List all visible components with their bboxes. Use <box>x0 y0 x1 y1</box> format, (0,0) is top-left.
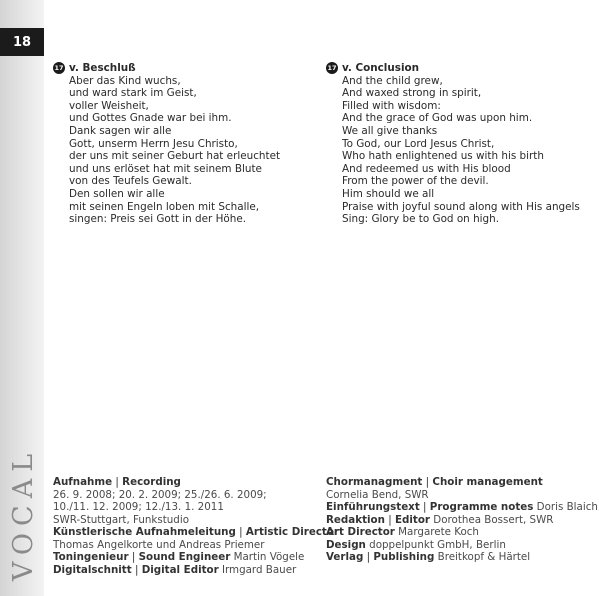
verse-line: And the grace of God was upon him. <box>342 112 533 125</box>
separator: | <box>115 476 119 488</box>
separator: | <box>388 513 392 526</box>
track-number-badge: 17 <box>326 62 338 74</box>
english-title: v. Conclusion <box>342 62 420 74</box>
credit-value: Doris Blaich <box>536 501 598 513</box>
verse-line: Filled with wisdom: <box>342 99 441 112</box>
separator: | <box>134 563 139 576</box>
verse-line: von des Teufels Gewalt. <box>69 175 192 188</box>
credit-notes <box>326 501 598 514</box>
side-label-vocal: VOCAL <box>8 446 39 582</box>
german-text-column <box>53 62 318 226</box>
credit-value: Irmgard Bauer <box>221 563 297 576</box>
verse-line: And waxed strong in spirit, <box>342 87 482 100</box>
verse-line: Who hath enlightened us with his birth <box>342 150 544 163</box>
credit-value: Martin Vögele <box>233 551 305 563</box>
credit-label: Choir management <box>432 476 543 488</box>
credit-art-director <box>326 526 594 539</box>
verse-line: Him should we all <box>342 187 435 200</box>
credits-right <box>326 476 598 564</box>
german-heading <box>53 62 318 75</box>
credit-label: Digitalschnitt <box>53 563 132 576</box>
german-title: v. Beschluß <box>69 62 136 74</box>
credit-value: Margarete Koch <box>398 526 479 538</box>
credit-label: Recording <box>122 476 181 488</box>
credit-label: Toningenieur <box>53 551 129 563</box>
verse-line: singen: Preis sei Gott in der Höhe. <box>69 213 247 226</box>
credit-label: Editor <box>394 513 430 526</box>
verse-line: Aber das Kind wuchs, <box>69 74 181 87</box>
verse-line: Den sollen wir alle <box>69 187 165 200</box>
credit-label: Redaktion <box>326 513 385 526</box>
separator: | <box>423 501 427 513</box>
credit-publishing <box>326 551 594 564</box>
credit-recording-heading <box>53 476 323 489</box>
credit-label: Einführungstext <box>326 501 420 513</box>
credit-label: Programme notes <box>429 501 534 513</box>
credit-label: Art Director <box>326 526 395 538</box>
credit-label: Publishing <box>373 551 435 563</box>
credit-value: Breitkopf & Härtel <box>437 551 531 563</box>
credit-label: Design <box>326 538 366 551</box>
credit-dates: 26. 9. 2008; 20. 2. 2009; 25./26. 6. 2009; <box>53 488 267 501</box>
verse-line: der uns mit seiner Geburt hat erleuchtet <box>69 150 281 163</box>
credit-label: Artistic Director <box>245 526 340 538</box>
credit-value: Dorothea Bossert, SWR <box>433 513 554 526</box>
credit-artistic-names: Thomas Angelkorte und Andreas Priemer <box>53 538 265 551</box>
english-verse <box>326 75 594 226</box>
credit-artistic-heading <box>53 526 340 539</box>
page-number: 18 <box>0 28 44 56</box>
separator: | <box>366 551 371 563</box>
verse-line: mit seinen Engeln loben mit Schalle, <box>69 200 260 213</box>
credit-sound <box>53 551 323 564</box>
credit-label: Aufnahme <box>53 476 113 488</box>
credit-label: Digital Editor <box>141 563 219 576</box>
verse-line: Dank sagen wir alle <box>69 124 172 137</box>
credits-left <box>53 476 340 576</box>
verse-line: voller Weisheit, <box>69 99 149 112</box>
credit-label: Verlag <box>326 551 364 563</box>
credit-label: Chormanagment <box>326 476 423 488</box>
verse-line: Praise with joyful sound along with His angels <box>342 200 580 213</box>
credit-label: Sound Engineer <box>138 551 231 563</box>
credit-value: doppelpunkt GmbH, Berlin <box>369 538 506 551</box>
verse-line: We all give thanks <box>342 124 438 137</box>
separator: | <box>131 551 136 563</box>
verse-line: und uns erlöset hat mit seinem Blute <box>69 162 262 175</box>
verse-line: From the power of the devil. <box>342 175 489 188</box>
verse-line: And redeemed us with His blood <box>342 162 511 175</box>
separator: | <box>239 526 243 538</box>
credit-label: Künstlerische Aufnahmeleitung <box>53 526 236 538</box>
verse-line: And the child grew, <box>342 74 443 87</box>
credit-dates: 10./11. 12. 2009; 12./13. 1. 2011 <box>53 501 224 513</box>
separator: | <box>425 476 430 488</box>
credit-choir-heading <box>326 476 594 489</box>
verse-line: und ward stark im Geist, <box>69 87 197 100</box>
credit-editor <box>326 514 594 527</box>
track-number-badge: 17 <box>53 62 65 74</box>
verse-line: Gott, unserm Herrn Jesu Christo, <box>69 137 238 150</box>
german-verse <box>53 75 318 226</box>
english-heading <box>326 62 594 75</box>
verse-line: To God, our Lord Jesus Christ, <box>342 137 495 150</box>
english-text-column <box>326 62 594 226</box>
credit-edit <box>53 564 323 577</box>
credit-place: SWR-Stuttgart, Funkstudio <box>53 513 190 526</box>
credit-choir-name: Cornelia Bend, SWR <box>326 488 429 501</box>
verse-line: und Gottes Gnade war bei ihm. <box>69 112 232 125</box>
verse-line: Sing: Glory be to God on high. <box>342 213 500 226</box>
credit-design <box>326 539 594 552</box>
